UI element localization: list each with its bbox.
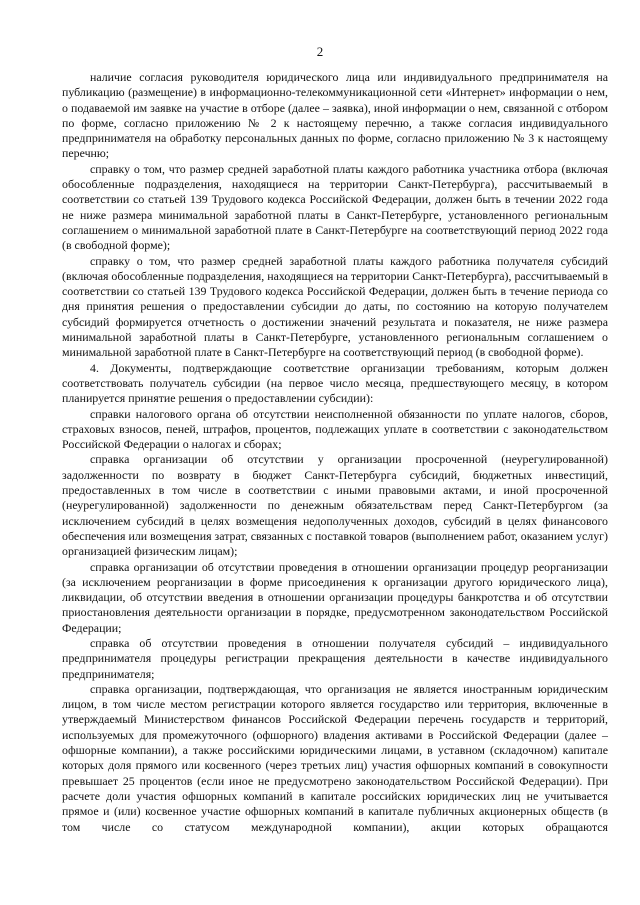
paragraph-salary-participant: справку о том, что размер средней заработной платы каждого работника участника отбора (включая обособленные подразделения, находящиеся на территории Санкт-Петербурга), рассчитываемый в соответствии со статьей 139 Трудового кодекса Российской Федерации, должен быть в течении 2022 года не ниже размера минимальной заработной платы в Санкт-Петербурге, установленного региональным соглашением о минимальной заработной плате в Санкт-Петербурге на соответствующий период 2022 года (в свободной форме); [62, 161, 608, 253]
paragraph-section-4-heading: 4. Документы, подтверждающие соответствие организации требованиям, которым должен соответствовать получатель субсидии (на первое число месяца, предшествующего месяцу, в котором планируется принятие решения о предоставлении субсидии): [62, 360, 608, 406]
page-number: 2 [316, 44, 324, 59]
paragraph-no-debt-certificate: справка организации об отсутствии у организации просроченной (неурегулированной) задолженности по возврату в бюджет Санкт-Петербурга субсидий, бюджетных инвестиций, предоставленных в том числе в соответствии с иными правовыми актами, и иной просроченной (неурегулированной) задолженности по денежным обязательствам перед Санкт-Петербургом (за исключением субсидий в целях возмещения недополученных доходов, субсидий в целях финансового обеспечения или возмещения затрат, связанных с поставкой товаров (выполнением работ, оказанием услуг) организацией физическим лицам); [62, 452, 608, 559]
paragraph-no-termination-certificate: справка об отсутствии проведения в отношении получателя субсидий – индивидуального предпринимателя процедуры регистрации прекращения деятельности в качестве индивидуального предпринимателя; [62, 635, 608, 681]
document-body [62, 70, 608, 835]
paragraph-no-reorganization-certificate: справка организации об отсутствии проведения в отношении организации процедур реорганизации (за исключением реорганизации в форме присоединения к организации другого юридического лица), ликвидации, об отсутствии введения в отношении организации процедуры банкротства и об отсутствии приостановления деятельности организации в порядке, предусмотренном законодательством Российской Федерации; [62, 559, 608, 635]
paragraph-consent: наличие согласия руководителя юридического лица или индивидуального предпринимателя на публикацию (размещение) в информационно-телекоммуникационной сети «Интернет» информации о нем, о подаваемой им заявке на участие в отборе (далее – заявка), иной информации о нем, связанной с отбором по форме, согласно приложению № 2 к настоящему перечню, а также согласия индивидуального предпринимателя на обработку персональных данных по форме, согласно приложению № 3 к настоящему перечню; [62, 70, 608, 161]
paragraph-tax-certificate: справки налогового органа об отсутствии неисполненной обязанности по уплате налогов, сборов, страховых взносов, пеней, штрафов, процентов, подлежащих уплате в соответствии с законодательством Российской Федерации о налогах и сборах; [62, 406, 608, 452]
paragraph-offshore-certificate: справка организации, подтверждающая, что организация не является иностранным юридическим лицом, в том числе местом регистрации которого является государство или территория, включенные в утверждаемый Министерством финансов Российской Федерации перечень государств и территорий, используемых для промежуточного (офшорного) владения активами в Российской Федерации (далее – офшорные компании), а также российскими юридическими лицами, в уставном (складочном) капитале которых доля прямого или косвенного (через третьих лиц) участия офшорных компаний в совокупности превышает 25 процентов (если иное не предусмотрено законодательством Российской Федерации). При расчете доли участия офшорных компаний в капитале российских юридических лиц не учитывается прямое и (или) косвенное участие офшорных компаний в капитале публичных акционерных обществ (в том числе со статусом международной компании), акции которых обращаются [62, 681, 608, 834]
paragraph-salary-recipient: справку о том, что размер средней заработной платы каждого работника получателя субсидий (включая обособленные подразделения, находящиеся на территории Санкт-Петербурга), рассчитываемый в соответствии со статьей 139 Трудового кодекса Российской Федерации, должен быть в течение периода со дня принятия решения о предоставлении субсидии до даты, по состоянию на которую получателем субсидий формируется отчетность о достижении значений результата и показателя, не ниже размера минимальной заработной платы в Санкт-Петербурге, установленного региональным соглашением о минимальной заработной плате в Санкт-Петербурге на соответствующий период (в свободной форме). [62, 253, 608, 360]
